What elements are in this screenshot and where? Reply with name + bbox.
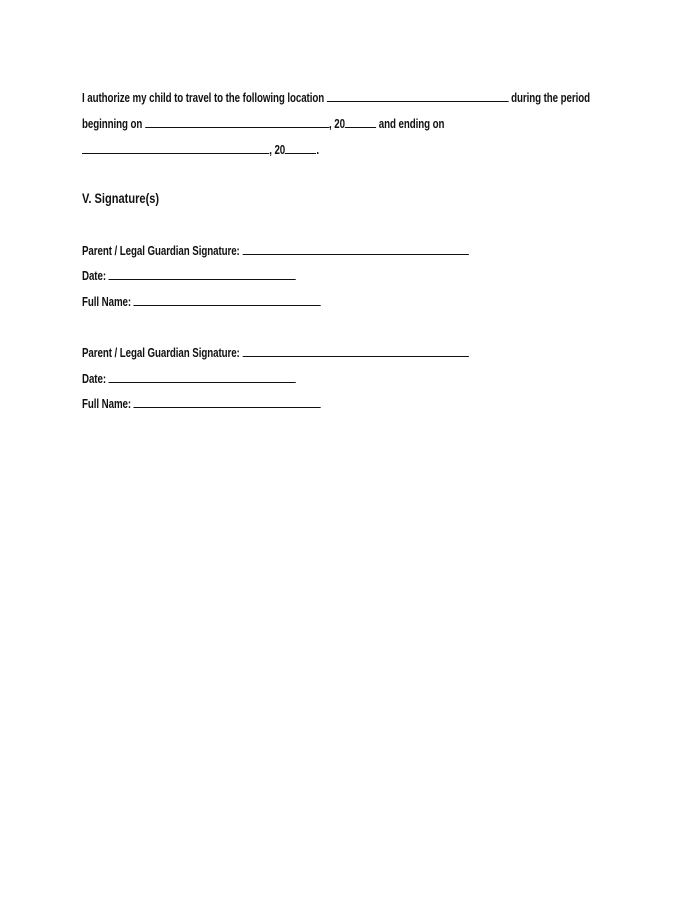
date-row-1: [82, 268, 296, 284]
signature-row-1: [82, 243, 469, 259]
ending-on-label: and ending on: [378, 117, 445, 131]
authorization-text: I authorize my child to travel to the following location: [82, 91, 325, 105]
date-field-1[interactable]: [109, 268, 296, 280]
full-name-label: Full Name:: [82, 397, 132, 411]
beginning-on-label: beginning on: [82, 117, 143, 131]
end-year-prefix: , 20: [269, 143, 286, 157]
authorization-line-3: [82, 142, 319, 158]
signature-row-2: [82, 345, 469, 361]
full-name-field-2[interactable]: [134, 396, 321, 408]
end-period: .: [316, 143, 319, 157]
end-year-field[interactable]: [285, 142, 316, 154]
full-name-row-1: [82, 294, 321, 310]
date-row-2: [82, 371, 296, 387]
authorization-line-1: [82, 90, 590, 106]
section-heading-signatures: V. Signature(s): [82, 191, 160, 206]
start-year-field[interactable]: [345, 116, 376, 128]
full-name-field-1[interactable]: [134, 294, 321, 306]
date-field-2[interactable]: [109, 371, 296, 383]
date-label: Date:: [82, 269, 106, 283]
start-year-prefix: , 20: [328, 117, 345, 131]
start-date-field[interactable]: [145, 116, 329, 128]
authorization-period-text: during the period: [511, 91, 590, 105]
location-field[interactable]: [327, 90, 509, 102]
full-name-row-2: [82, 396, 321, 412]
date-label: Date:: [82, 372, 106, 386]
end-date-field[interactable]: [82, 142, 269, 154]
authorization-line-2: [82, 116, 444, 132]
signature-field-1[interactable]: [242, 243, 468, 255]
signature-label: Parent / Legal Guardian Signature:: [82, 346, 240, 360]
signature-field-2[interactable]: [242, 345, 468, 357]
signature-label: Parent / Legal Guardian Signature:: [82, 244, 240, 258]
full-name-label: Full Name:: [82, 295, 132, 309]
